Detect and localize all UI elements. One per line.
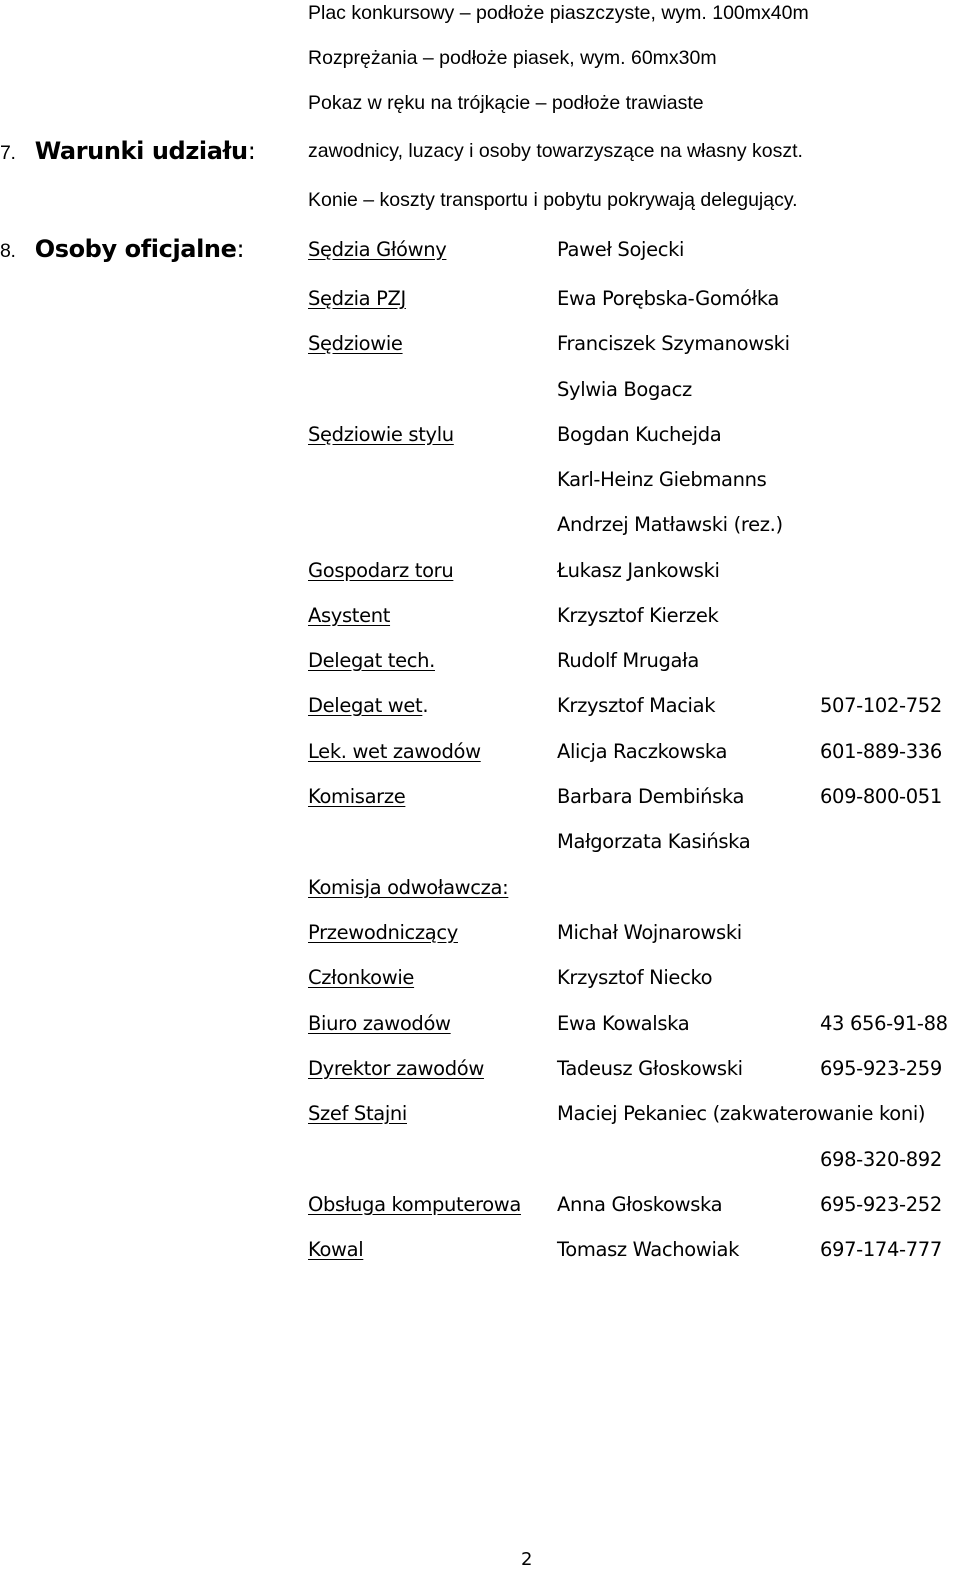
official-row — [0, 1104, 960, 1134]
official-role: Kowal — [308, 1238, 364, 1261]
official-role: Szef Stajni — [308, 1102, 407, 1125]
official-role-wrapper — [308, 696, 428, 716]
official-phone: 695-923-259 — [820, 1057, 942, 1080]
official-role: Gospodarz toru — [308, 559, 454, 582]
official-row — [0, 240, 960, 270]
official-row — [0, 968, 960, 998]
official-name: Krzysztof Kierzek — [557, 604, 719, 627]
official-row — [0, 651, 960, 681]
official-row — [0, 1059, 960, 1089]
section7-number: 7. — [0, 142, 16, 164]
official-name: Małgorzata Kasińska — [557, 830, 751, 853]
official-name: Barbara Dembińska — [557, 785, 745, 808]
official-name: Krzysztof Niecko — [557, 966, 713, 989]
section7-horses-text: Konie – koszty transportu i pobytu pokrywają delegujący. — [308, 189, 798, 211]
official-name: Anna Głoskowska — [557, 1193, 723, 1216]
official-row — [0, 515, 960, 545]
official-name: Alicja Raczkowska — [557, 740, 728, 763]
official-phone: 601-889-336 — [820, 740, 942, 763]
section8-colon: : — [236, 235, 245, 263]
official-role: Biuro zawodów — [308, 1012, 451, 1035]
official-role: Sędzia Główny — [308, 238, 447, 261]
official-role: Delegat tech. — [308, 649, 435, 672]
official-role: Asystent — [308, 604, 391, 627]
section8-number: 8. — [0, 240, 16, 262]
official-name: Michał Wojnarowski — [557, 921, 742, 944]
official-phone: 695-923-252 — [820, 1193, 942, 1216]
official-name: Krzysztof Maciak — [557, 694, 716, 717]
official-role: Delegat wet — [308, 694, 423, 717]
official-row — [0, 561, 960, 591]
section7-colon: : — [247, 137, 256, 165]
official-name: Paweł Sojecki — [557, 238, 685, 261]
official-phone: 507-102-752 — [820, 694, 942, 717]
official-name: Tomasz Wachowiak — [557, 1238, 740, 1261]
official-row — [0, 470, 960, 500]
official-row — [0, 878, 960, 908]
official-phone: 697-174-777 — [820, 1238, 942, 1261]
official-role-suffix: . — [422, 694, 429, 717]
official-name: Łukasz Jankowski — [557, 559, 720, 582]
official-role: Sędziowie stylu — [308, 423, 454, 446]
official-role: Lek. wet zawodów — [308, 740, 481, 763]
official-row — [0, 289, 960, 319]
venue-line-inhand: Pokaz w ręku na trójkącie – podłoże trawiaste — [308, 92, 704, 114]
official-row — [0, 696, 960, 726]
official-name: Sylwia Bogacz — [557, 378, 692, 401]
official-name: Andrzej Matławski (rez.) — [557, 513, 783, 536]
official-phone: 43 656-91-88 — [820, 1012, 948, 1035]
official-name: Ewa Porębska-Gomółka — [557, 287, 780, 310]
official-row — [0, 425, 960, 455]
official-role: Obsługa komputerowa — [308, 1193, 521, 1216]
venue-line-warmup: Rozprężania – podłoże piasek, wym. 60mx30m — [308, 47, 717, 69]
official-row — [0, 832, 960, 862]
official-phone: 698-320-892 — [820, 1148, 942, 1171]
official-row — [0, 1240, 960, 1270]
official-role: Sędzia PZJ — [308, 287, 406, 310]
official-row — [0, 1195, 960, 1225]
section7-heading — [0, 139, 255, 164]
official-name: Ewa Kowalska — [557, 1012, 690, 1035]
official-row — [0, 606, 960, 636]
official-row — [0, 742, 960, 772]
official-row — [0, 380, 960, 410]
venue-line-arena: Plac konkursowy – podłoże piaszczyste, wym. 100mx40m — [308, 2, 809, 24]
official-role: Przewodniczący — [308, 921, 458, 944]
official-row — [0, 787, 960, 817]
official-row — [0, 334, 960, 364]
official-name: Bogdan Kuchejda — [557, 423, 722, 446]
section7-participants-text: zawodnicy, luzacy i osoby towarzyszące na własny koszt. — [308, 140, 803, 162]
official-row — [0, 923, 960, 953]
official-row — [0, 1014, 960, 1044]
official-name: Tadeusz Głoskowski — [557, 1057, 743, 1080]
official-role: Członkowie — [308, 966, 415, 989]
section8-title: Osoby oficjalne — [34, 235, 237, 263]
official-name: Maciej Pekaniec (zakwaterowanie koni) — [557, 1102, 926, 1125]
official-name: Rudolf Mrugała — [557, 649, 699, 672]
official-name: Karl-Heinz Giebmanns — [557, 468, 767, 491]
official-role: Sędziowie — [308, 332, 403, 355]
official-role: Dyrektor zawodów — [308, 1057, 484, 1080]
page-number: 2 — [521, 1549, 533, 1570]
official-row — [0, 1150, 960, 1180]
official-role: Komisarze — [308, 785, 406, 808]
official-phone: 609-800-051 — [820, 785, 942, 808]
official-name: Franciszek Szymanowski — [557, 332, 790, 355]
official-role: Komisja odwoławcza: — [308, 876, 509, 899]
section7-title: Warunki udziału — [34, 137, 248, 165]
